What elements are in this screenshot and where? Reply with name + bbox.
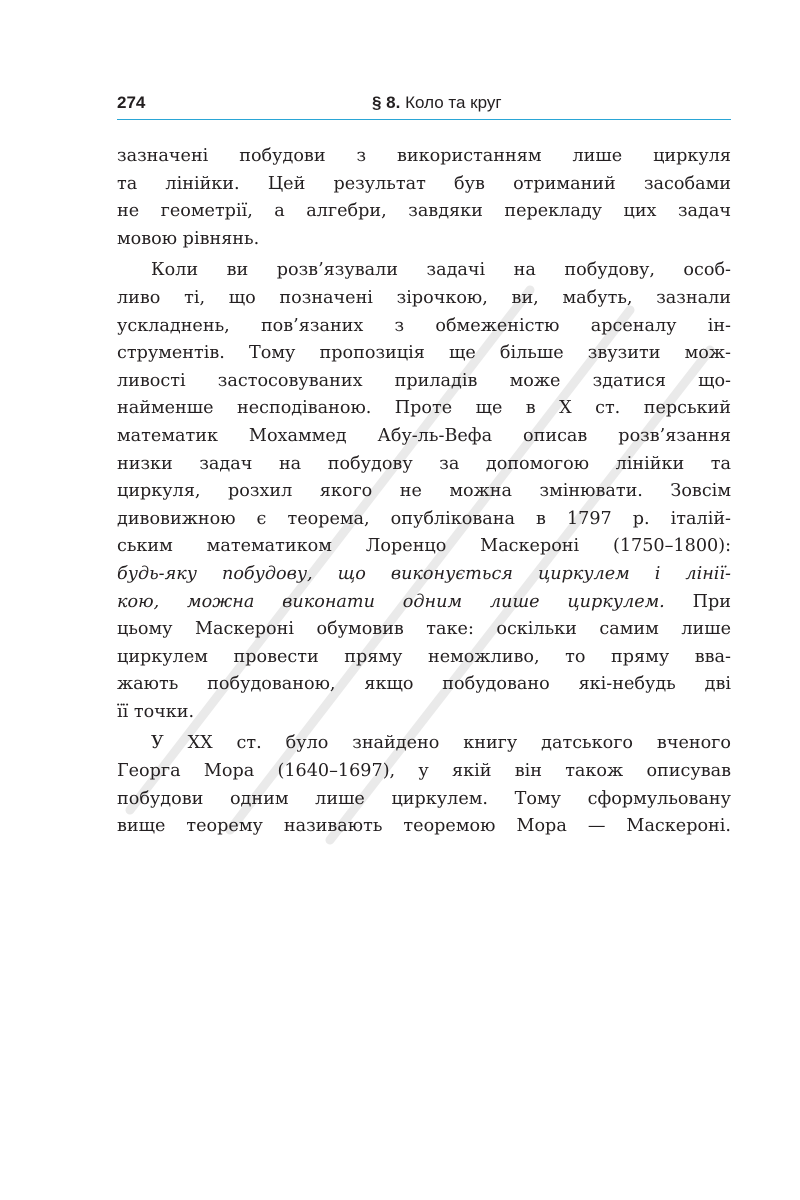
section-mark: § 8. xyxy=(372,93,401,112)
text-line: дивовижною є теорема, опублікована в 1797 р. італій- xyxy=(117,508,731,529)
text-line: математик Мохаммед Абу-ль-Вефа описав розв’язання xyxy=(117,425,731,446)
text-line: її точки. xyxy=(117,701,195,722)
italic-theorem-end: кою, можна виконати одним лише циркулем. xyxy=(117,591,665,612)
text-line-italic: будь-яку побудову, що виконується циркулем і лінії- xyxy=(117,563,731,584)
body-text xyxy=(117,143,731,841)
text-line: вище теорему називають теоремою Мора — Маскероні. xyxy=(117,816,731,837)
text-line: У ХХ ст. було знайдено книгу датського вченого xyxy=(151,733,731,754)
text-line: ливо ті, що позначені зірочкою, ви, мабуть, зазнали xyxy=(117,287,731,308)
text-line: цьому Маскероні обумовив таке: оскільки самим лише xyxy=(117,619,731,640)
text-fragment: При xyxy=(692,591,731,612)
text-line: струментів. Тому пропозиція ще більше звузити мож- xyxy=(117,343,731,364)
page-number: 274 xyxy=(117,93,146,112)
text-line: ським математиком Лоренцо Маскероні (1750–1800): xyxy=(117,536,731,557)
running-header xyxy=(117,93,731,120)
text-line: низки задач на побудову за допомогою лінійки та xyxy=(117,453,731,474)
text-line-mixed xyxy=(117,589,731,617)
text-line: найменше несподіваною. Проте ще в Х ст. перський xyxy=(117,398,731,419)
text-line: побудови одним лише циркулем. Тому сформульовану xyxy=(117,788,731,809)
text-line: ускладнень, пов’язаних з обмеженістю арсеналу ін- xyxy=(117,315,731,336)
running-head xyxy=(372,93,502,113)
text-line: та лінійки. Цей результат був отриманий засобами xyxy=(117,173,731,194)
text-line: зазначені побудови з використанням лише циркуля xyxy=(117,146,731,166)
text-line: не геометрії, а алгебри, завдяки перекладу цих задач xyxy=(117,201,731,222)
text-line: циркуля, розхил якого не можна змінювати. Зовсім xyxy=(117,481,731,502)
text-line: жають побудованою, якщо побудовано які-небудь дві xyxy=(117,674,731,695)
text-line: ливості застосовуваних приладів може здатися що- xyxy=(117,370,731,391)
text-line: Коли ви розв’язували задачі на побудову, особ- xyxy=(151,260,731,281)
section-title: Коло та круг xyxy=(405,93,502,112)
text-line: мовою рівнянь. xyxy=(117,228,260,249)
text-line: Георга Мора (1640–1697), у якій він також описував xyxy=(117,761,731,782)
text-line: циркулем провести пряму неможливо, то пряму вва- xyxy=(117,646,731,667)
